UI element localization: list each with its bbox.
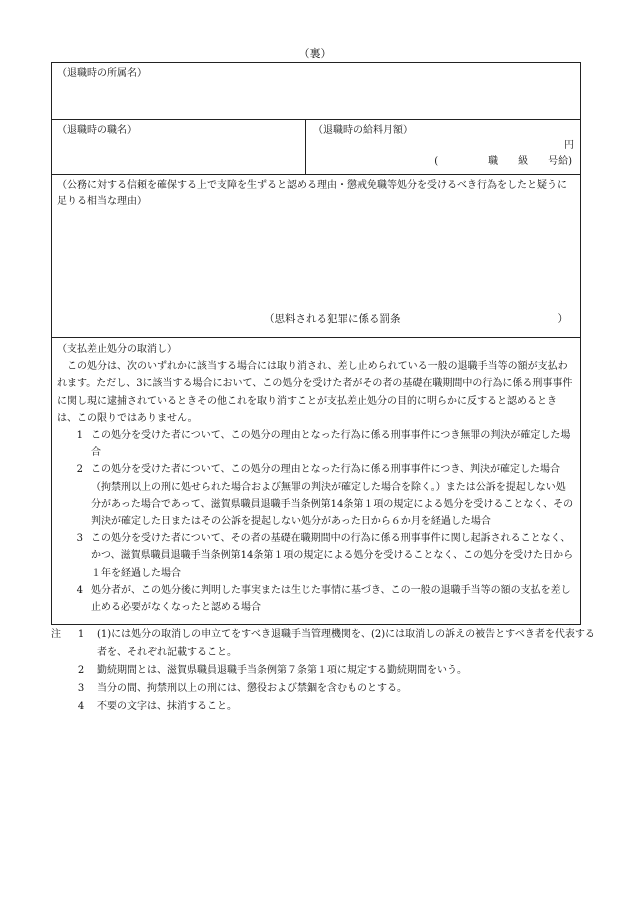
position-label: （退職時の職名）: [57, 125, 137, 136]
cancellation-item-number: 1: [76, 430, 83, 442]
notes-section: [51, 626, 596, 716]
cancellation-title: （支払差止処分の取消し）: [57, 344, 177, 355]
note-text: 勤続期間とは、滋賀県職員退職手当条例第７条第１項に規定する勤続期間をいう。: [97, 665, 467, 676]
cancellation-item-text: 処分者が、この処分後に判明した事実または生じた事情に基づき、この一般の退職手当等の額の支払を差し止める必要がなくなったと認める場合: [91, 584, 571, 614]
note-text: (1)には処分の取消しの申立てをすべき退職手当管理機関を、(2)には取消しの訴えの被告とすべき者を代表する者を、それぞれ記載すること。: [97, 629, 595, 658]
notes-prefix: 注: [51, 629, 61, 640]
reason-label: （公務に対する信頼を確保する上で支障を生ずると認める理由・懲戒免職等処分を受けるべき行為をしたと疑うに足りる相当な理由）: [57, 180, 567, 207]
cancellation-item-number: 3: [76, 533, 83, 545]
salary-label: （退職時の給料月額）: [313, 125, 413, 136]
cancellation-item-number: 4: [76, 584, 83, 596]
crime-clause-close: ）: [557, 313, 568, 325]
note-number: 4: [77, 701, 85, 712]
cancellation-item: [57, 582, 574, 616]
cancellation-intro: この処分は、次のいずれかに該当する場合には取り消され、差し止められている一般の退職手当等の額が支払われます。ただし、3に該当する場合において、この処分を受けた者がその者の基礎在職期間中の行為に係る刑事事件に関し現に逮捕されているときその他これを取り消すことが支払差止処分の目的に明らかに反すると認めるときは、この限りではありません。: [57, 361, 573, 424]
reason-row: [52, 175, 580, 338]
note-text: 当分の間、拘禁刑以上の刑には、懲役および禁錮を含むものとする。: [97, 683, 407, 694]
cancellation-item-text: この処分を受けた者について、この処分の理由となった行為に係る刑事事件につき、判決が確定した場合（拘禁刑以上の刑に処せられた場合および無罪の判決が確定した場合を除く。）または公訴を提起しない処分があった場合であって、滋賀県職員退職手当条例第14条第１項の規定による処分を受けることなく、その判決が確定した日またはその公訴を提起しない処分があった日から６か月を経過した場合: [91, 464, 574, 528]
affiliation-label: （退職時の所属名）: [57, 68, 147, 79]
page-side-label: （裏）: [298, 47, 332, 60]
note-number: 2: [77, 665, 85, 676]
salary-grade: ( 職 級 号給): [434, 156, 572, 167]
cancellation-row: [52, 338, 580, 624]
column-divider: [305, 120, 306, 174]
form-table: [51, 62, 581, 625]
cancellation-item-text: この処分を受けた者について、この処分の理由となった行為に係る刑事事件につき無罪の判決が確定した場合: [91, 430, 571, 459]
cancellation-item: [57, 461, 574, 530]
note-item: [51, 662, 596, 680]
affiliation-row: [52, 63, 580, 120]
cancellation-item-text: この処分を受けた者について、その者の基礎在職期間中の行為に係る刑事事件に関し起訴されることなく、かつ、滋賀県職員退職手当条例第14条第１項の規定による処分を受けることなく、この処分を受けた日から１年を経過した場合: [91, 533, 574, 579]
position-salary-row: [52, 120, 580, 175]
note-number: 3: [77, 683, 85, 694]
cancellation-block: [57, 341, 574, 616]
note-text: 不要の文字は、抹消すること。: [97, 701, 237, 712]
crime-clause-label: （思料される犯罪に係る罰条: [264, 313, 401, 325]
cancellation-item-number: 2: [76, 464, 83, 476]
note-number: 1: [77, 629, 85, 640]
note-item: [51, 698, 596, 716]
note-item: [51, 680, 596, 698]
note-item: [51, 626, 596, 662]
cancellation-item: [57, 530, 574, 582]
cancellation-item: [57, 427, 574, 461]
crime-clause-line: [264, 312, 568, 328]
salary-unit-yen: 円: [564, 140, 574, 151]
